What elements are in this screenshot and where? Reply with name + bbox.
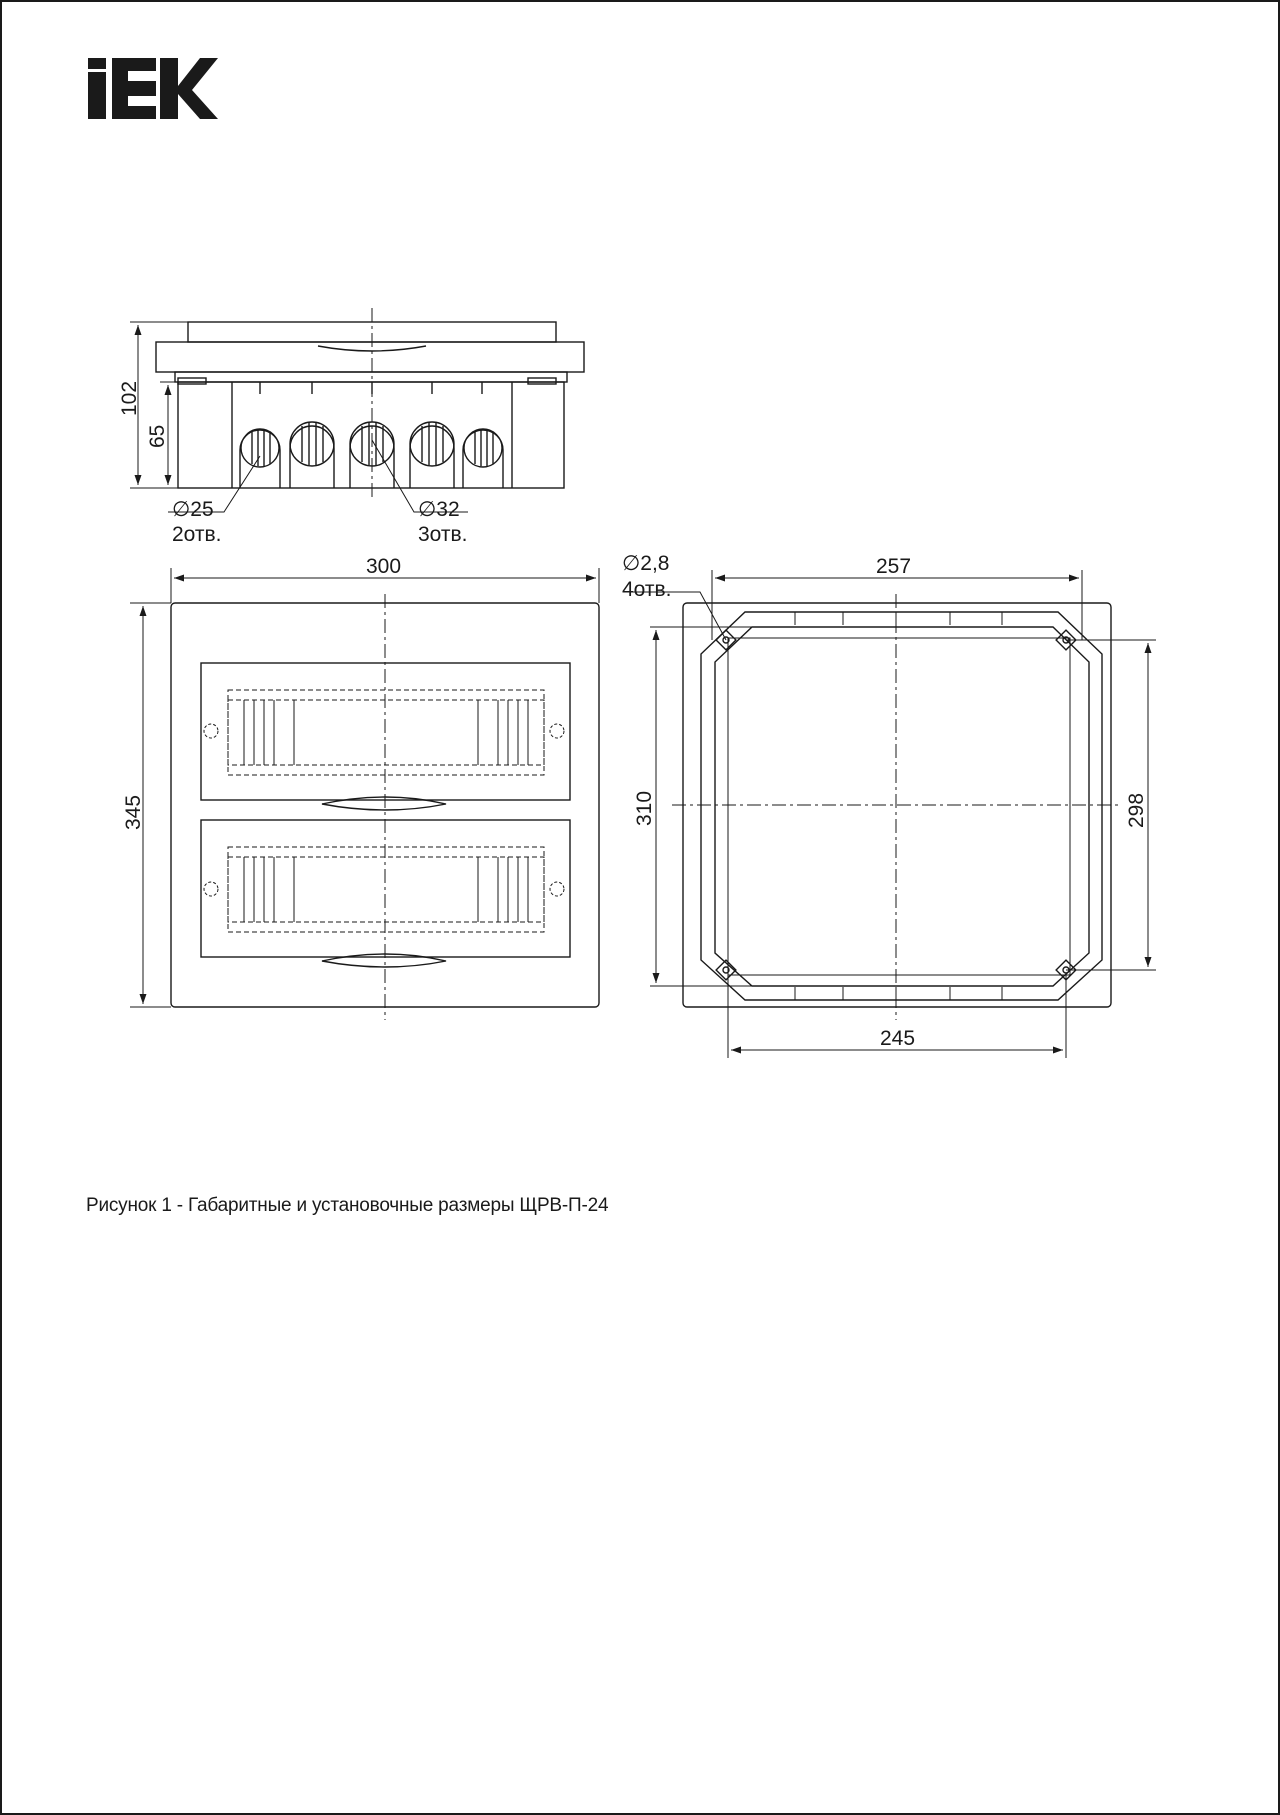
hole-small-dia-label: ∅25	[172, 498, 214, 521]
dim-65-label: 65	[146, 424, 169, 448]
page-border	[1, 1, 1279, 1814]
dim-310-label: 310	[633, 790, 656, 826]
dim-257-label: 257	[876, 555, 912, 578]
mount-hole-dia-label: ∅2,8	[622, 552, 670, 575]
hole-large-count-label: 3отв.	[418, 523, 468, 546]
dim-102-label: 102	[118, 380, 141, 416]
knockout-25-left	[240, 429, 280, 488]
knockout-32-1	[290, 422, 334, 488]
rear-view	[626, 570, 1156, 1058]
dim-245-label: 245	[880, 1027, 916, 1050]
dim-345-label: 345	[122, 794, 145, 830]
knockout-25-right	[463, 429, 503, 488]
dim-300-label: 300	[366, 555, 402, 578]
hole-small-count-label: 2отв.	[172, 523, 222, 546]
figure-caption: Рисунок 1 - Габаритные и установочные размеры ЩРВ-П-24	[86, 1195, 609, 1216]
front-view	[130, 568, 599, 1020]
hole-large-dia-label: ∅32	[418, 498, 460, 521]
mount-hole-count-label: 4отв.	[622, 578, 672, 601]
knockout-32-3	[410, 422, 454, 488]
side-view	[130, 308, 584, 512]
iek-logo	[88, 58, 218, 119]
dim-298-label: 298	[1125, 792, 1148, 828]
